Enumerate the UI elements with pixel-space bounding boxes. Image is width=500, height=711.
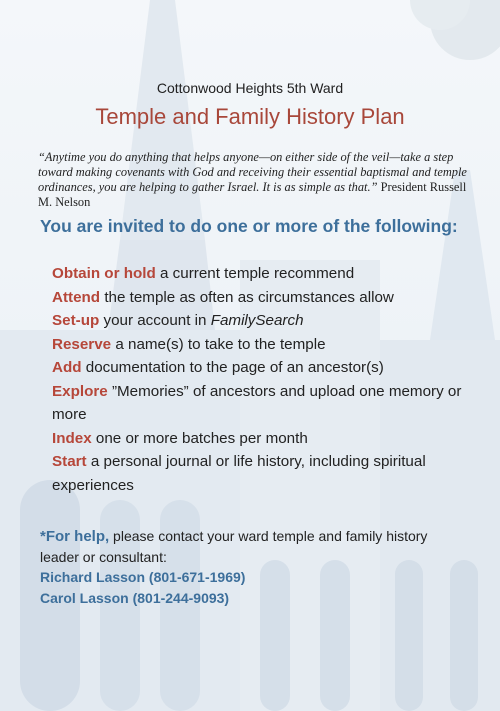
item-keyword: Index bbox=[52, 429, 92, 447]
item-text: documentation to the page of an ancestor(s) bbox=[81, 359, 384, 376]
item-keyword: Obtain or hold bbox=[52, 265, 156, 282]
list-item bbox=[52, 333, 472, 357]
item-keyword: Attend bbox=[52, 288, 101, 306]
item-text: a current temple recommend bbox=[155, 265, 355, 282]
item-text: your account in bbox=[99, 312, 211, 329]
item-keyword: Reserve bbox=[52, 335, 112, 353]
list-item bbox=[52, 286, 472, 310]
item-keyword: Start bbox=[52, 453, 87, 470]
contact-richard: Richard Lasson (801-671-1969) bbox=[40, 569, 246, 585]
list-item bbox=[52, 262, 472, 286]
item-keyword: Set-up bbox=[52, 312, 100, 329]
list-item bbox=[52, 356, 472, 380]
prophet-quote bbox=[38, 150, 478, 210]
list-item bbox=[52, 380, 472, 427]
item-text: a personal journal or life history, including spiritual experiences bbox=[52, 453, 426, 494]
item-keyword: Explore bbox=[52, 382, 108, 400]
item-text: one or more batches per month bbox=[91, 429, 308, 447]
invitation-heading: You are invited to do one or more of the following: bbox=[40, 216, 458, 236]
help-text: please contact your ward temple and family history leader or consultant: bbox=[40, 528, 428, 565]
page-title: Temple and Family History Plan bbox=[95, 104, 405, 129]
item-text: ”Memories” of ancestors and upload one memory or more bbox=[52, 382, 462, 423]
help-section bbox=[40, 526, 470, 609]
quote-attribution: President Russell M. Nelson bbox=[38, 180, 467, 209]
help-lead: *For help, bbox=[40, 528, 110, 545]
item-text: a name(s) to take to the temple bbox=[111, 335, 326, 353]
quote-text: “Anytime you do anything that helps anyone—on either side of the veil—take a step toward making covenants with God and receiving their essential baptismal and temple ordinances, you are helping to gather Israel. It is as simple as that.” bbox=[38, 150, 467, 194]
ward-name: Cottonwood Heights 5th Ward bbox=[156, 80, 344, 96]
activity-list bbox=[52, 262, 472, 497]
list-item bbox=[52, 309, 472, 333]
list-item bbox=[52, 450, 472, 497]
list-item bbox=[52, 427, 472, 451]
familysearch-name: FamilySearch bbox=[210, 312, 304, 329]
item-keyword: Add bbox=[52, 359, 82, 376]
item-text: the temple as often as circumstances allow bbox=[100, 288, 394, 306]
contact-carol: Carol Lasson (801-244-9093) bbox=[40, 590, 230, 606]
